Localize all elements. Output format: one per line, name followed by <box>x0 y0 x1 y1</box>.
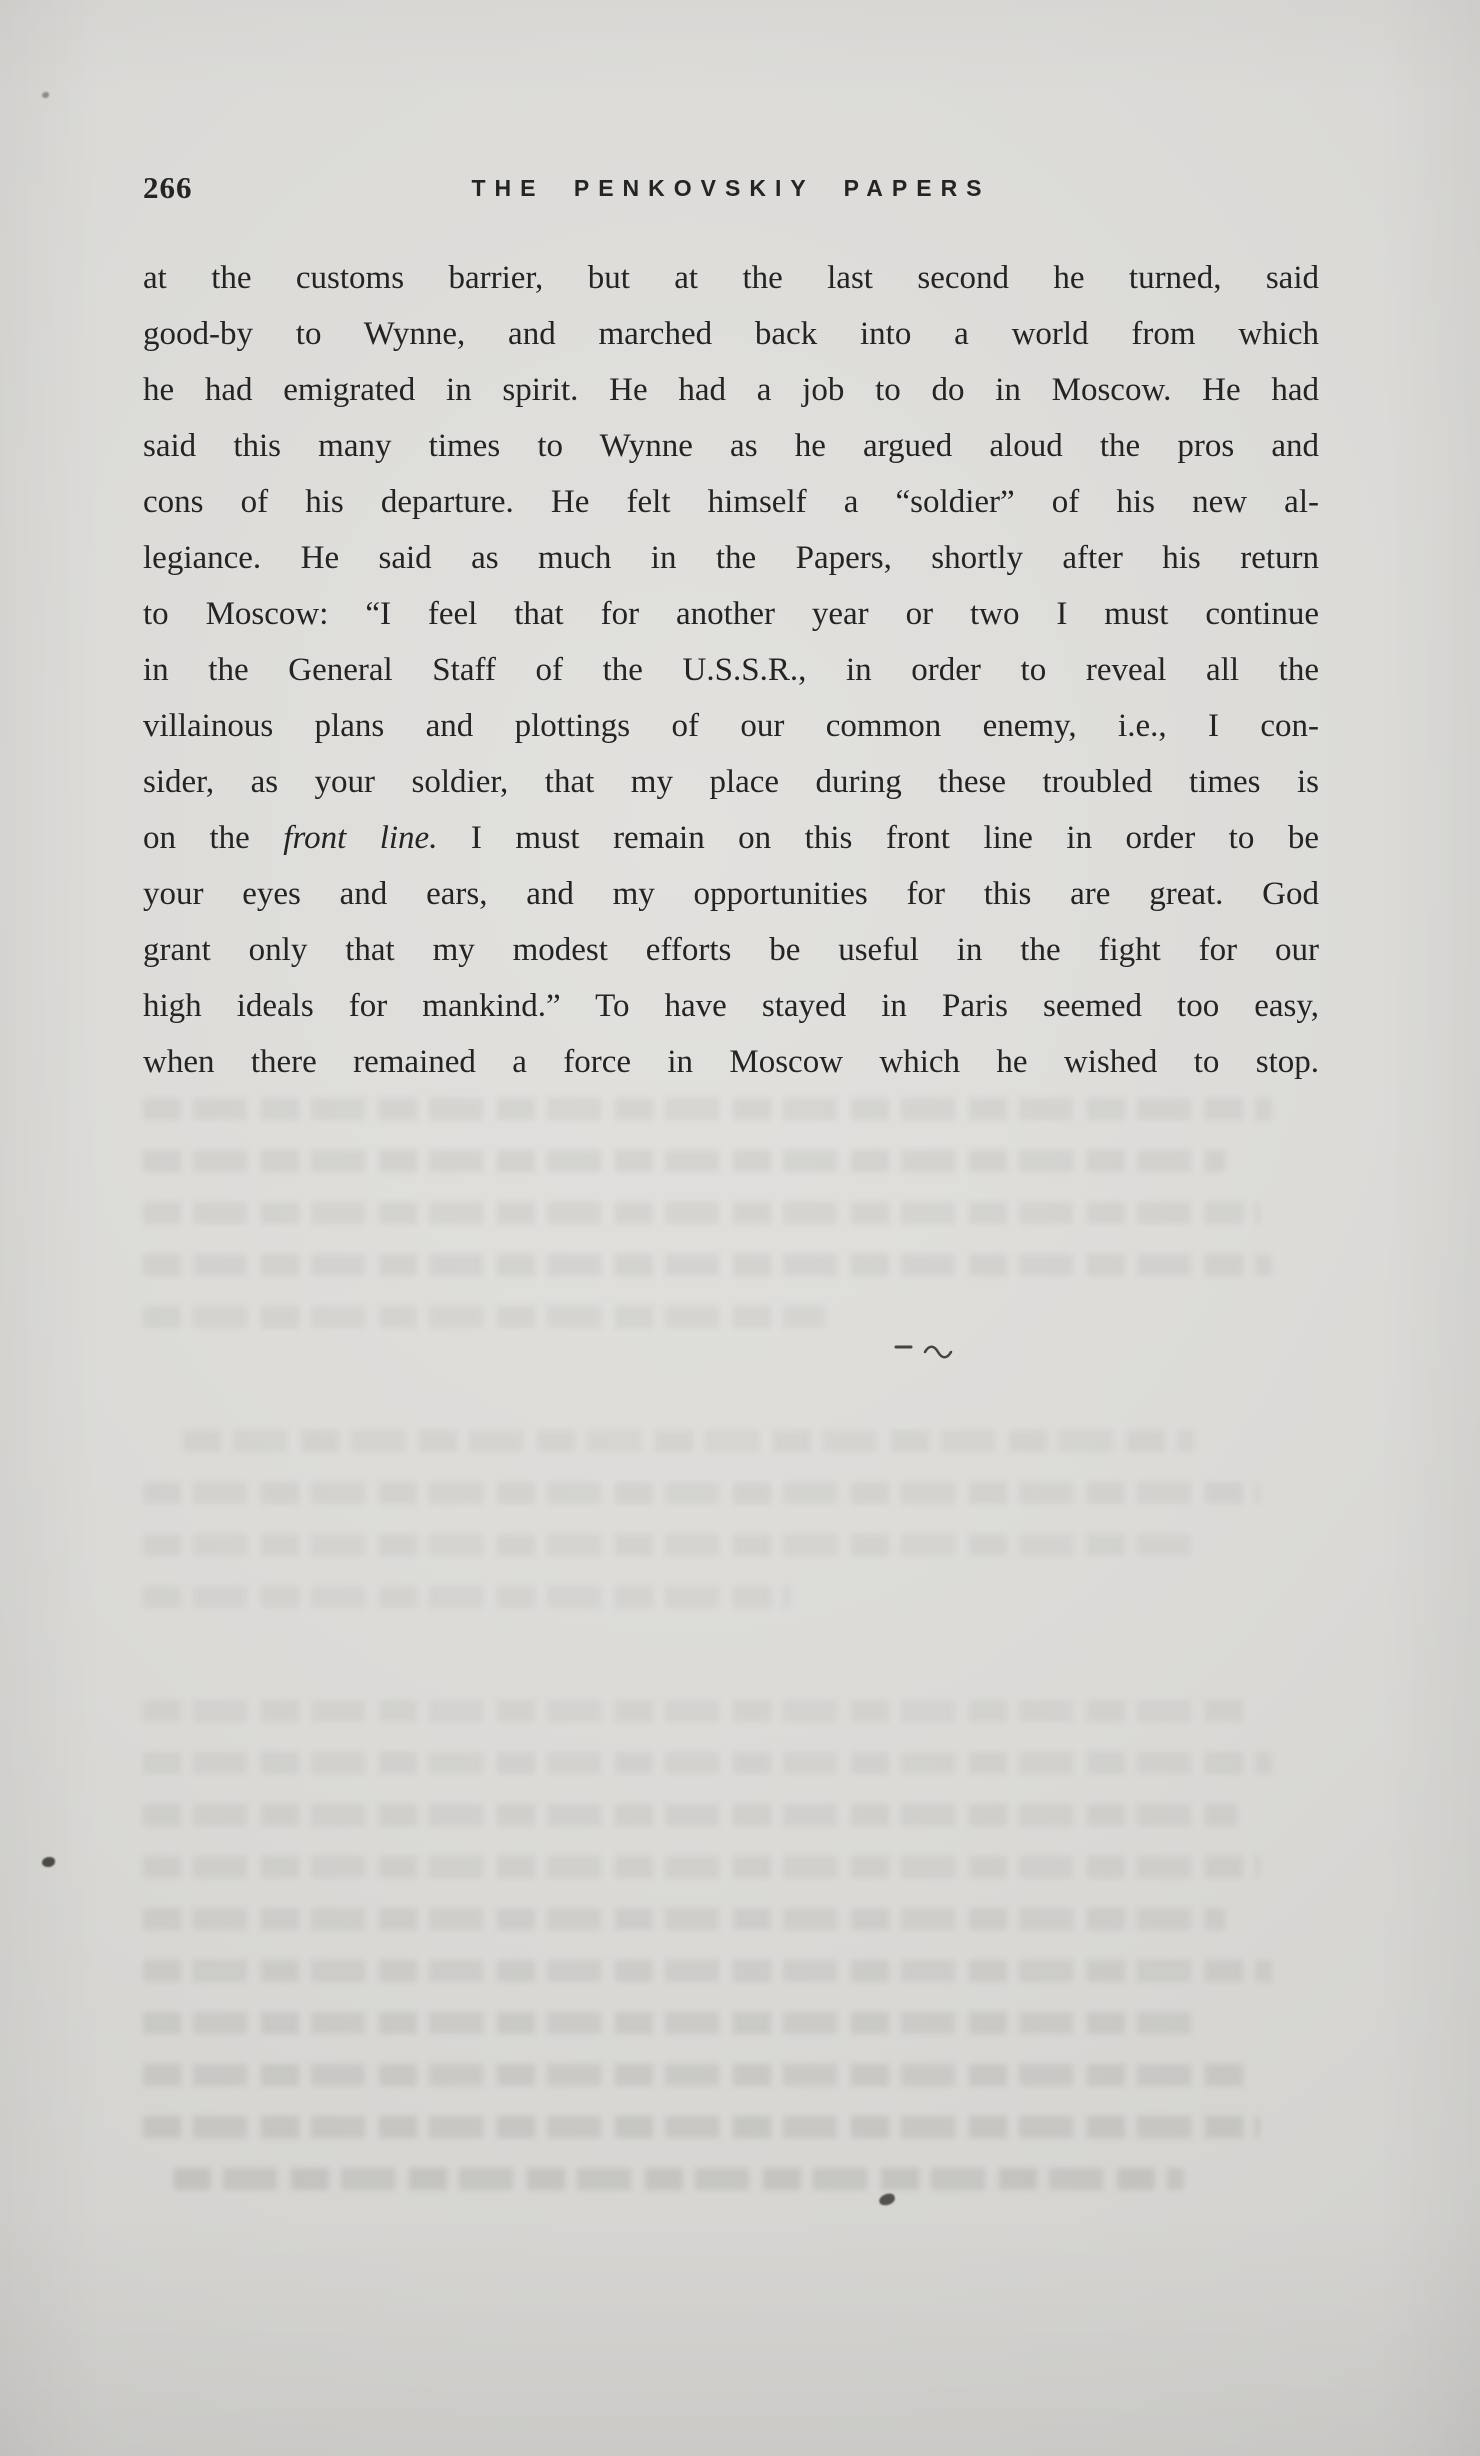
body-text <box>143 250 1319 1090</box>
ghost-text-line <box>143 1960 1272 1982</box>
body-segment: to Moscow: “I feel that for another year or two I must continue <box>143 596 1319 632</box>
body-line <box>143 530 1319 586</box>
body-segment: at the customs barrier, but at the last second he turned, said <box>143 260 1319 296</box>
body-segment: cons of his departure. He felt himself a “soldier” of his new al- <box>143 484 1319 520</box>
body-line <box>143 754 1319 810</box>
body-line <box>143 978 1319 1034</box>
body-line <box>143 866 1319 922</box>
body-line <box>143 1034 1319 1090</box>
body-segment: in the General Staff of the U.S.S.R., in order to reveal all the <box>143 652 1319 688</box>
ghost-text-line <box>143 1856 1260 1878</box>
body-segment: grant only that my modest efforts be useful in the fight for our <box>143 932 1319 968</box>
running-header: THE PENKOVSKIY PAPERS <box>471 175 991 201</box>
page-number: 266 <box>143 170 193 205</box>
body-line <box>143 922 1319 978</box>
body-line <box>143 362 1319 418</box>
ghost-text-line <box>143 1254 1272 1276</box>
body-segment: I must remain on this front line in order to be <box>437 820 1319 856</box>
body-segment: sider, as your soldier, that my place during these troubled times is <box>143 764 1319 800</box>
ghost-text-line <box>173 2168 1184 2190</box>
ghost-text-line <box>183 1430 1194 1452</box>
body-line <box>143 306 1319 362</box>
ghost-text-line <box>143 1482 1260 1504</box>
body-line <box>143 418 1319 474</box>
ghost-text-line <box>143 1534 1201 1556</box>
ghost-text-line <box>143 1586 790 1608</box>
body-line <box>143 810 1319 866</box>
body-segment: he had emigrated in spirit. He had a job to do in Moscow. He had <box>143 372 1319 408</box>
body-segment: said this many times to Wynne as he argued aloud the pros and <box>143 428 1319 464</box>
ghost-text-line <box>143 2012 1201 2034</box>
body-line <box>143 642 1319 698</box>
ink-speck-bottom <box>878 2192 896 2206</box>
body-segment-italic: front line. <box>283 820 438 856</box>
body-segment: on the <box>143 820 284 856</box>
ghost-text-line <box>143 2064 1248 2086</box>
body-segment: high ideals for mankind.” To have stayed in Paris seemed too easy, <box>143 988 1319 1024</box>
ink-speck-top-left <box>42 92 49 98</box>
body-line <box>143 250 1319 306</box>
ink-speck-left-margin <box>42 1857 55 1867</box>
body-segment: good-by to Wynne, and marched back into a world from which <box>143 316 1319 352</box>
body-segment: legiance. He said as much in the Papers, shortly after his return <box>143 540 1319 576</box>
ghost-text-line <box>143 1908 1225 1930</box>
ghost-text-line <box>143 1306 825 1328</box>
ghost-text-line <box>143 1752 1272 1774</box>
ghost-text-line <box>143 1098 1272 1120</box>
body-line <box>143 698 1319 754</box>
body-segment: when there remained a force in Moscow which he wished to stop. <box>143 1044 1319 1080</box>
body-segment: your eyes and ears, and my opportunities for this are great. God <box>143 876 1319 912</box>
body-line <box>143 474 1319 530</box>
ghost-text-line <box>143 1150 1225 1172</box>
ghost-text-line <box>143 2116 1260 2138</box>
ghost-text-line <box>143 1202 1260 1224</box>
ink-squiggle-mark <box>893 1340 963 1365</box>
body-line <box>143 586 1319 642</box>
ghost-text-line <box>143 1700 1248 1722</box>
body-segment: villainous plans and plottings of our common enemy, i.e., I con- <box>143 708 1319 744</box>
ghost-text-line <box>143 1804 1237 1826</box>
